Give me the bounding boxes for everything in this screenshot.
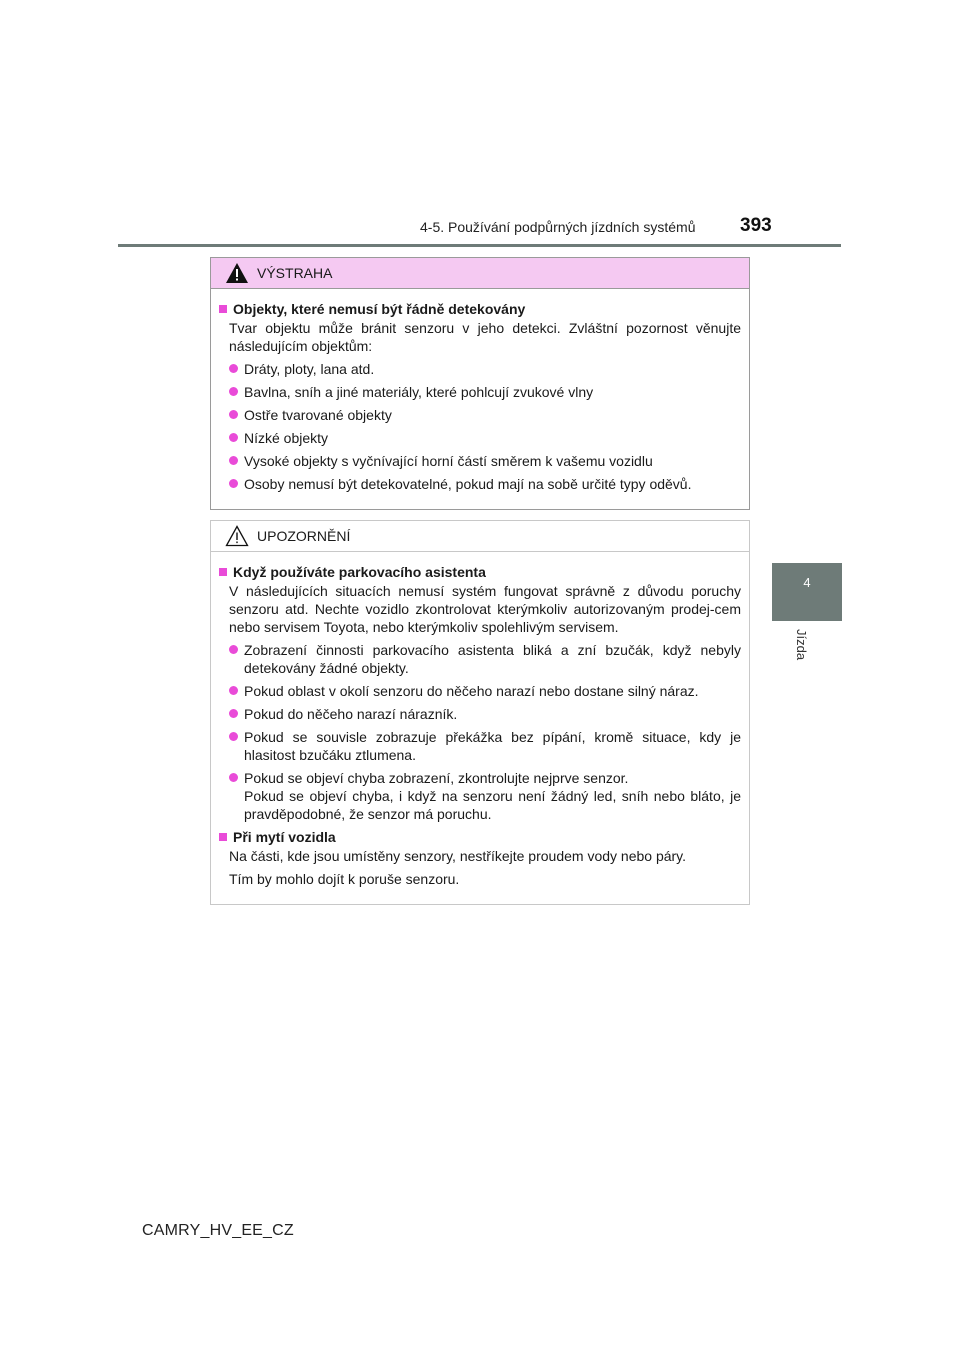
document-code: CAMRY_HV_EE_CZ bbox=[142, 1222, 294, 1239]
page-number: 393 bbox=[740, 215, 772, 236]
warning-section-title-text: Objekty, které nemusí být řádně detekovány bbox=[233, 301, 526, 317]
bullet-dot-icon bbox=[229, 456, 238, 465]
caution-box bbox=[210, 520, 750, 905]
bullet-dot-icon bbox=[229, 387, 238, 396]
bullet-dot-icon bbox=[229, 433, 238, 442]
list-item: Pokud do něčeho narazí nárazník. bbox=[219, 705, 741, 723]
bullet-dot-icon bbox=[229, 686, 238, 695]
bullet-dot-icon bbox=[229, 364, 238, 373]
list-item: Nízké objekty bbox=[219, 429, 741, 447]
bullet-dot-icon bbox=[229, 410, 238, 419]
bullet-dot-icon bbox=[229, 645, 238, 654]
caution-body bbox=[211, 552, 749, 888]
chapter-tab bbox=[772, 563, 842, 621]
list-item: Vysoké objekty s vyčnívající horní částí směrem k vašemu vozidlu bbox=[219, 452, 741, 470]
bullet-dot-icon bbox=[229, 773, 238, 782]
caution-section-title-text: Když používáte parkovacího asistenta bbox=[233, 564, 486, 580]
caution-section-title bbox=[219, 828, 741, 846]
list-item: Ostře tvarované objekty bbox=[219, 406, 741, 424]
square-bullet-icon bbox=[219, 833, 227, 841]
bullet-dot-icon bbox=[229, 479, 238, 488]
header-divider bbox=[118, 244, 841, 247]
caution-intro: V následujících situacích nemusí systém fungovat správně z důvodu poruchy senzoru atd. Nechte vozidlo zkontrolovat kterýmkoliv autorizovaným prodej-cem nebo servisem Toyota, nebo kterýmkoliv spolehlivým servisem. bbox=[229, 583, 741, 635]
chapter-tab-number: 4 bbox=[803, 575, 811, 590]
list-item: Bavlna, sníh a jiné materiály, které pohlcují zvukové vlny bbox=[219, 383, 741, 401]
caution-section-title-text: Při mytí vozidla bbox=[233, 829, 336, 845]
bullet-dot-icon bbox=[229, 732, 238, 741]
list-item: Osoby nemusí být detekovatelné, pokud mají na sobě určité typy oděvů. bbox=[219, 475, 741, 493]
list-item: Pokud se souvisle zobrazuje překážka bez pípání, kromě situace, kdy je hlasitost bzučáku ztlumena. bbox=[219, 728, 741, 764]
warning-intro: Tvar objektu může bránit senzoru v jeho detekci. Zvláštní pozornost věnujte následujícím objektům: bbox=[229, 320, 741, 354]
warning-heading: VÝSTRAHA bbox=[257, 265, 333, 281]
square-bullet-icon bbox=[219, 305, 227, 313]
list-item: Zobrazení činnosti parkovacího asistenta bliká a zní bzučák, když nebyly detekovány žádné objekty. bbox=[219, 641, 741, 677]
caution-washing-text: Tím by mohlo dojít k poruše senzoru. bbox=[229, 871, 460, 887]
warning-body bbox=[211, 289, 749, 493]
caution-header bbox=[211, 521, 749, 552]
warning-section-title bbox=[219, 300, 741, 318]
bullet-dot-icon bbox=[229, 709, 238, 718]
warning-box bbox=[210, 257, 750, 510]
caution-section-title bbox=[219, 563, 741, 581]
list-item: Dráty, ploty, lana atd. bbox=[219, 360, 741, 378]
list-item: Pokud oblast v okolí senzoru do něčeho narazí nebo dostane silný náraz. bbox=[219, 682, 741, 700]
chapter-tab-label: Jízda bbox=[794, 629, 809, 661]
warning-triangle-icon bbox=[225, 262, 249, 284]
list-item: Pokud se objeví chyba zobrazení, zkontrolujte nejprve senzor. Pokud se objeví chyba, i když na senzoru není žádný led, sníh nebo bláto, je pravděpodobné, že senzor má poruchu. bbox=[219, 769, 741, 823]
chapter-title: 4-5. Používání podpůrných jízdních systémů bbox=[420, 219, 696, 235]
warning-header bbox=[211, 258, 749, 289]
caution-triangle-icon bbox=[225, 525, 249, 547]
caution-washing-text: Na části, kde jsou umístěny senzory, nestříkejte proudem vody nebo páry. bbox=[229, 848, 687, 864]
square-bullet-icon bbox=[219, 568, 227, 576]
caution-heading: UPOZORNĚNÍ bbox=[257, 528, 351, 544]
